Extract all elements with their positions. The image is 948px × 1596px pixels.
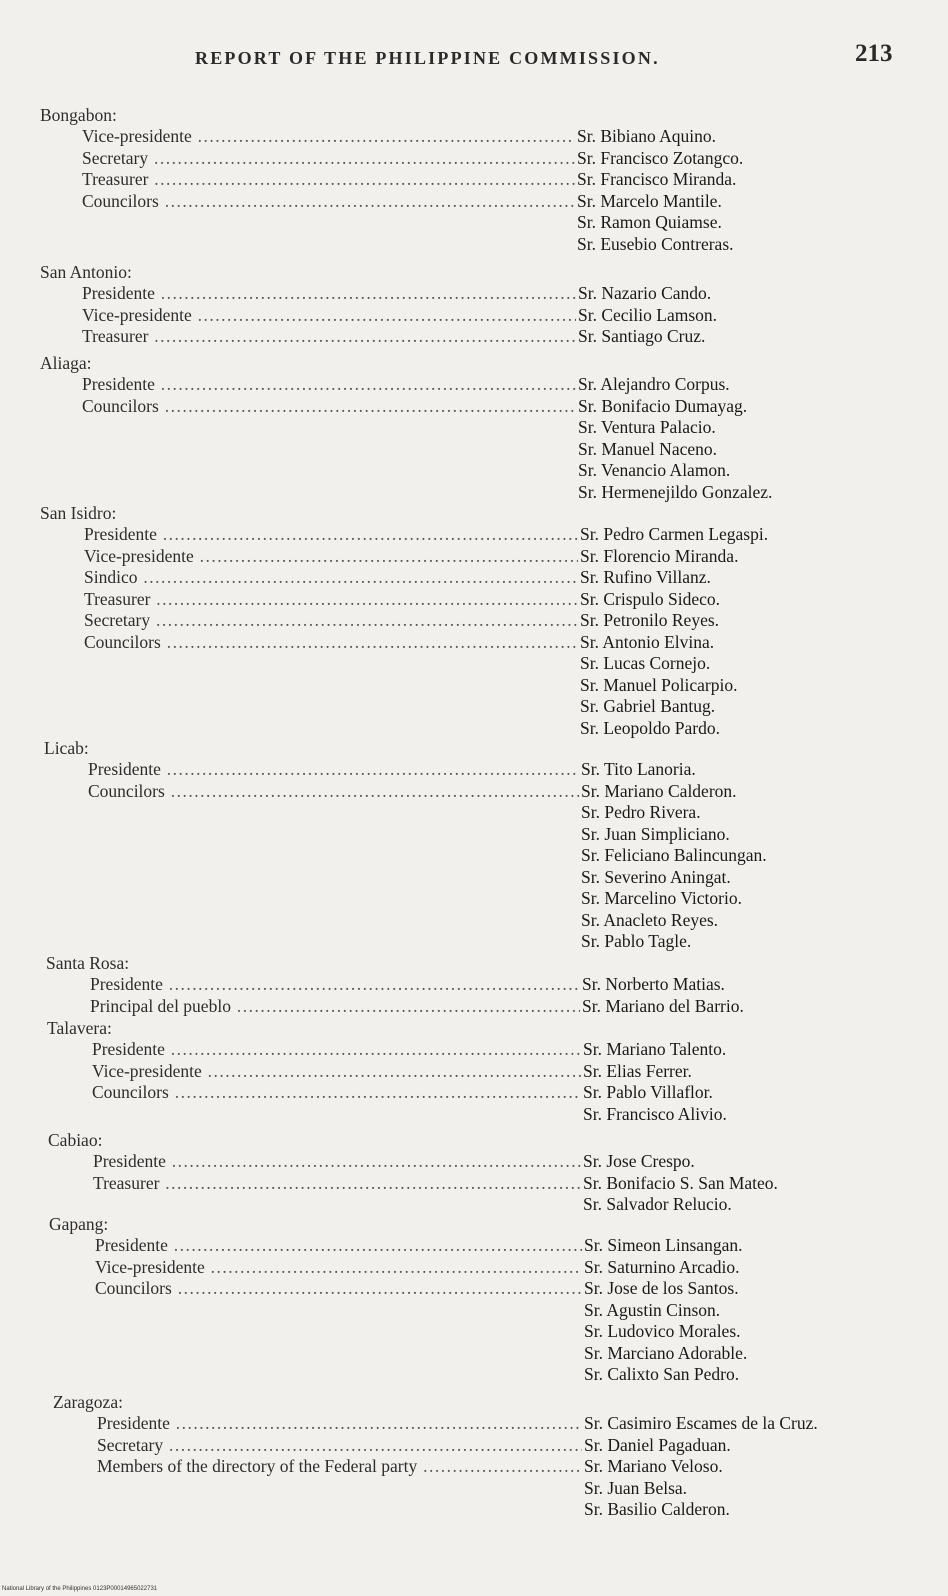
official-name: Sr. Nazario Cando. xyxy=(578,283,712,303)
official-name: Sr. Anacleto Reyes. xyxy=(581,909,719,930)
office-title: Sindico ..... xyxy=(84,567,578,588)
official-name: Sr. Mariano Veloso. xyxy=(584,1456,723,1476)
official-row xyxy=(0,845,948,866)
town-name: Gapang: xyxy=(49,1214,109,1234)
town-name: San Antonio: xyxy=(40,262,132,282)
official-row xyxy=(0,234,948,255)
town-name: Licab: xyxy=(44,738,89,758)
official-name: Sr. Manuel Policarpio. xyxy=(580,674,738,695)
official-row xyxy=(0,169,948,190)
official-row xyxy=(0,460,948,481)
official-row xyxy=(0,653,948,674)
official-name: Sr. Bibiano Aquino. xyxy=(577,126,717,146)
running-title: REPORT OF THE PHILIPPINE COMMISSION. xyxy=(195,48,660,68)
official-row xyxy=(0,802,948,823)
office-title: Secretary ..... xyxy=(97,1435,582,1456)
office-title: Members of the directory of the Federal party ..... xyxy=(97,1456,582,1477)
official-row xyxy=(0,824,948,845)
official-row xyxy=(0,1257,948,1278)
office-title: Councilors ..... xyxy=(92,1082,581,1103)
office-title: Presidente ..... xyxy=(93,1151,581,1172)
official-name: Sr. Santiago Cruz. xyxy=(578,326,706,346)
official-row xyxy=(0,1300,948,1321)
official-name: Sr. Elias Ferrer. xyxy=(583,1060,692,1081)
official-row xyxy=(0,283,948,304)
official-row xyxy=(0,305,948,326)
official-name: Sr. Agustin Cinson. xyxy=(584,1299,721,1320)
official-row xyxy=(0,1435,948,1456)
office-title: Treasurer ..... xyxy=(93,1173,581,1194)
official-name: Sr. Ludovico Morales. xyxy=(584,1321,741,1341)
office-title: Treasurer ..... xyxy=(84,589,578,610)
official-row xyxy=(0,1478,948,1499)
official-name: Sr. Francisco Alivio. xyxy=(583,1103,727,1124)
official-row xyxy=(0,1321,948,1342)
official-name: Sr. Norberto Matias. xyxy=(582,974,725,994)
official-row xyxy=(0,632,948,653)
office-title: Vice-presidente ..... xyxy=(95,1257,582,1278)
official-row xyxy=(0,910,948,931)
official-row xyxy=(0,439,948,460)
official-name: Sr. Salvador Relucio. xyxy=(583,1194,732,1214)
official-row xyxy=(0,546,948,567)
official-name: Sr. Mariano Talento. xyxy=(583,1039,727,1059)
official-row xyxy=(0,524,948,545)
official-row xyxy=(0,1039,948,1060)
official-name: Sr. Juan Belsa. xyxy=(584,1477,688,1498)
town-name: Zaragoza: xyxy=(53,1392,123,1412)
official-name: Sr. Ventura Palacio. xyxy=(578,417,716,437)
official-name: Sr. Antonio Elvina. xyxy=(580,631,715,652)
official-name: Sr. Gabriel Bantug. xyxy=(580,696,716,716)
office-title: Secretary ..... xyxy=(84,610,578,631)
official-row xyxy=(0,1151,948,1172)
official-name: Sr. Severino Aningat. xyxy=(581,866,731,887)
page-number: 213 xyxy=(855,40,893,67)
office-title: Presidente ..... xyxy=(97,1413,582,1434)
office-title: Vice-presidente ..... xyxy=(92,1061,581,1082)
official-name: Sr. Juan Simpliciano. xyxy=(581,823,730,844)
official-name: Sr. Calixto San Pedro. xyxy=(584,1364,740,1384)
office-title: Vice-presidente ..... xyxy=(82,126,575,147)
office-title: Councilors ..... xyxy=(82,191,575,212)
official-name: Sr. Pedro Carmen Legaspi. xyxy=(580,524,769,544)
office-title: Presidente ..... xyxy=(92,1039,581,1060)
official-row xyxy=(0,1456,948,1477)
official-row xyxy=(0,482,948,503)
official-row xyxy=(0,759,948,780)
official-name: Sr. Ramon Quiamse. xyxy=(577,212,722,232)
official-name: Sr. Hermenejildo Gonzalez. xyxy=(578,481,773,502)
official-row xyxy=(0,675,948,696)
official-row xyxy=(0,974,948,995)
official-row xyxy=(0,1194,948,1215)
page-header xyxy=(0,38,948,78)
official-name: Sr. Basilio Calderon. xyxy=(584,1499,730,1519)
official-name: Sr. Marcelino Victorio. xyxy=(581,888,742,908)
official-name: Sr. Cecilio Lamson. xyxy=(578,304,718,325)
official-row xyxy=(0,1235,948,1256)
official-row xyxy=(0,567,948,588)
town-name: Bongabon: xyxy=(40,105,117,125)
official-name: Sr. Alejandro Corpus. xyxy=(578,374,730,394)
official-row xyxy=(0,867,948,888)
official-row xyxy=(0,374,948,395)
office-title: Principal del pueblo ..... xyxy=(90,996,580,1017)
official-name: Sr. Marciano Adorable. xyxy=(584,1342,748,1363)
official-row xyxy=(0,696,948,717)
scan-credit: National Library of the Philippines 0123P00014965022731 xyxy=(2,1586,158,1592)
office-title: Presidente ..... xyxy=(84,524,578,545)
official-name: Sr. Casimiro Escames de la Cruz. xyxy=(584,1413,818,1433)
town-name: San Isidro: xyxy=(40,503,117,523)
official-name: Sr. Francisco Miranda. xyxy=(577,169,737,189)
official-row xyxy=(0,1173,948,1194)
office-title: Presidente ..... xyxy=(82,283,576,304)
official-row xyxy=(0,126,948,147)
official-row xyxy=(0,589,948,610)
official-name: Sr. Pablo Villaflor. xyxy=(583,1082,713,1102)
official-row xyxy=(0,1343,948,1364)
official-name: Sr. Tito Lanoria. xyxy=(581,759,696,779)
office-title: Treasurer ..... xyxy=(82,169,575,190)
official-name: Sr. Jose de los Santos. xyxy=(584,1278,739,1298)
official-row xyxy=(0,888,948,909)
office-title: Councilors ..... xyxy=(88,781,579,802)
official-name: Sr. Venancio Alamon. xyxy=(578,460,731,480)
office-title: Presidente ..... xyxy=(88,759,579,780)
official-name: Sr. Pedro Rivera. xyxy=(581,802,701,822)
official-row xyxy=(0,326,948,347)
office-title: Presidente ..... xyxy=(82,374,576,395)
official-row xyxy=(0,1499,948,1520)
official-name: Sr. Bonifacio Dumayag. xyxy=(578,395,748,416)
official-row xyxy=(0,1364,948,1385)
official-name: Sr. Pablo Tagle. xyxy=(581,931,692,951)
official-row xyxy=(0,718,948,739)
official-row xyxy=(0,610,948,631)
official-name: Sr. Mariano Calderon. xyxy=(581,780,737,801)
office-title: Councilors ..... xyxy=(95,1278,582,1299)
official-row xyxy=(0,1082,948,1103)
office-title: Treasurer ..... xyxy=(82,326,576,347)
town-name: Cabiao: xyxy=(48,1130,103,1150)
official-row xyxy=(0,191,948,212)
official-row xyxy=(0,1061,948,1082)
official-name: Sr. Bonifacio S. San Mateo. xyxy=(583,1172,778,1193)
official-name: Sr. Lucas Cornejo. xyxy=(580,653,711,673)
official-name: Sr. Francisco Zotangco. xyxy=(577,147,744,168)
official-name: Sr. Crispulo Sideco. xyxy=(580,588,721,609)
office-title: Vice-presidente ..... xyxy=(82,305,576,326)
office-title: Presidente ..... xyxy=(90,974,580,995)
official-name: Sr. Florencio Miranda. xyxy=(580,545,739,566)
office-title: Secretary ..... xyxy=(82,148,575,169)
official-name: Sr. Feliciano Balincungan. xyxy=(581,845,767,865)
official-row xyxy=(0,996,948,1017)
office-title: Presidente ..... xyxy=(95,1235,582,1256)
office-title: Councilors ..... xyxy=(84,632,578,653)
official-name: Sr. Petronilo Reyes. xyxy=(580,610,720,630)
official-row xyxy=(0,1413,948,1434)
official-name: Sr. Manuel Naceno. xyxy=(578,438,717,459)
official-row xyxy=(0,417,948,438)
official-row xyxy=(0,931,948,952)
office-title: Vice-presidente ..... xyxy=(84,546,578,567)
official-name: Sr. Mariano del Barrio. xyxy=(582,995,744,1016)
official-name: Sr. Daniel Pagaduan. xyxy=(584,1434,731,1455)
official-name: Sr. Saturnino Arcadio. xyxy=(584,1256,740,1277)
official-row xyxy=(0,1278,948,1299)
official-name: Sr. Marcelo Mantile. xyxy=(577,190,722,211)
official-name: Sr. Leopoldo Pardo. xyxy=(580,717,720,738)
official-name: Sr. Rufino Villanz. xyxy=(580,567,711,587)
official-row xyxy=(0,1104,948,1125)
official-row xyxy=(0,396,948,417)
official-name: Sr. Jose Crespo. xyxy=(583,1151,695,1171)
official-name: Sr. Eusebio Contreras. xyxy=(577,233,734,254)
official-row xyxy=(0,781,948,802)
town-name: Talavera: xyxy=(47,1018,112,1038)
town-name: Aliaga: xyxy=(40,353,92,373)
town-name: Santa Rosa: xyxy=(46,953,130,973)
official-row xyxy=(0,148,948,169)
official-name: Sr. Simeon Linsangan. xyxy=(584,1235,743,1255)
office-title: Councilors ..... xyxy=(82,396,576,417)
official-row xyxy=(0,212,948,233)
